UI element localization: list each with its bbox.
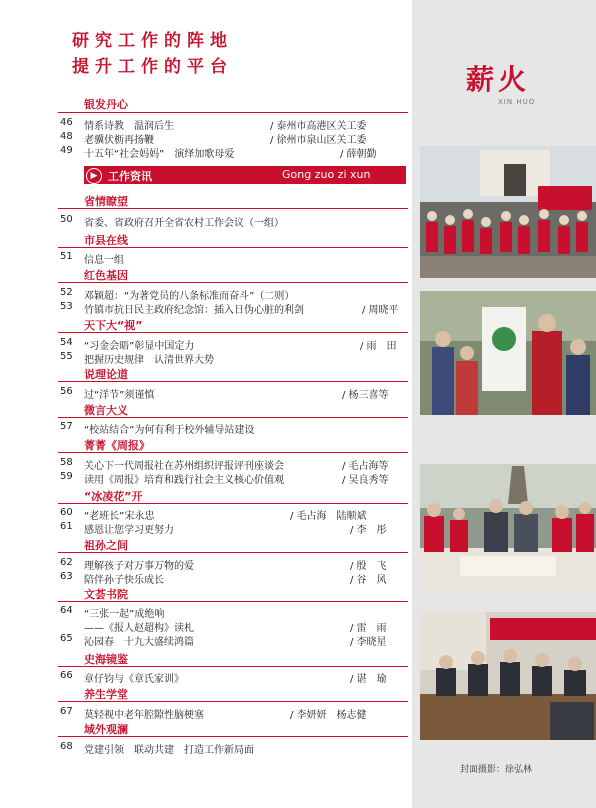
entry-title: “老班长”宋永忠 (84, 511, 155, 522)
toc-entry[interactable] (60, 633, 410, 647)
cover-photo-credit: 封面摄影：徐弘林 (460, 765, 533, 775)
entry-title: 章仔钧与《章氏家训》 (84, 674, 184, 685)
entry-author: / 李 彤 (350, 525, 387, 536)
entry-title: “习金会晤”彰显中国定力 (84, 341, 195, 352)
toc-entry[interactable] (60, 287, 410, 301)
entry-title: 读用《周报》培育和践行社会主义核心价值观 (84, 475, 284, 486)
toc-entry[interactable] (60, 421, 410, 435)
toc-entry[interactable] (60, 741, 410, 755)
page-number: 46 (60, 117, 73, 128)
toc-entry[interactable] (60, 557, 410, 571)
entry-title: 陪伴孙子快乐成长 (84, 575, 164, 586)
section-divider (58, 503, 408, 504)
entry-subtitle: ——《报人赵超构》读札 (84, 623, 194, 634)
entry-author: / 毛占海 陆顺斌 (290, 511, 367, 522)
page-number: 68 (60, 741, 73, 752)
entry-author: / 谷 风 (350, 575, 387, 586)
toc-entry[interactable] (60, 301, 410, 315)
entry-title: 竹镇市抗日民主政府纪念馆：插入日伪心脏的利剑 (84, 305, 304, 316)
entry-title: 感恩让您学习更努力 (84, 525, 174, 536)
page-number: 48 (60, 131, 73, 142)
page-number: 58 (60, 457, 73, 468)
page-number: 59 (60, 471, 73, 482)
page-number: 54 (60, 337, 73, 348)
entry-author: / 殷 飞 (350, 561, 387, 572)
photo-memorial-children (420, 146, 596, 278)
toc-entry[interactable] (60, 605, 410, 619)
page-number: 61 (60, 521, 73, 532)
toc-entry[interactable] (60, 386, 410, 400)
entry-title: 莫轻视中老年腔隙性脑梗塞 (84, 710, 204, 721)
banner-label: 工作资讯 (108, 170, 152, 183)
photo-meeting-room (420, 612, 596, 740)
section-heading: 微言大义 (84, 404, 128, 417)
entry-author: / 泰州市高港区关工委 (270, 121, 367, 132)
entry-title: 邓颖超：“为著党员的八条标准而奋斗”（二则） (84, 291, 295, 302)
section-divider (58, 332, 408, 333)
section-divider (58, 452, 408, 453)
section-heading: 红色基因 (84, 269, 128, 282)
page-number: 51 (60, 251, 73, 262)
slogan-line-1: 研究工作的阵地 (72, 31, 233, 51)
page-number: 52 (60, 287, 73, 298)
toc-entry[interactable] (60, 706, 410, 720)
entry-author: / 杨三喜等 (342, 390, 389, 401)
section-heading: 史海镜鉴 (84, 653, 128, 666)
section-heading: 天下大“视” (84, 319, 143, 332)
chevron-right-icon: ▶ (86, 168, 102, 184)
entry-title: 省委、省政府召开全省农村工作会议（一组） (84, 218, 284, 229)
page-number: 53 (60, 301, 73, 312)
section-heading: 菁菁《周报》 (84, 439, 150, 452)
section-divider (58, 247, 408, 248)
toc-entry[interactable] (60, 117, 410, 131)
entry-title: 情系诗教 温润后生 (84, 121, 174, 132)
toc-entry[interactable] (60, 351, 410, 365)
entry-author: / 毛占海等 (342, 461, 389, 472)
slogan-line-2: 提升工作的平台 (72, 57, 233, 77)
toc-entry[interactable] (60, 131, 410, 145)
page-number: 66 (60, 670, 73, 681)
page-number: 67 (60, 706, 73, 717)
entry-title: 沁园春 十九大盛续鸿篇 (84, 637, 194, 648)
section-divider (58, 282, 408, 283)
section-divider (58, 601, 408, 602)
entry-title: 十五年“社会妈妈” 演绎加歌母爱 (84, 149, 235, 160)
entry-title: “校站结合”为何有利于校外辅导站建设 (84, 425, 255, 436)
entry-author: / 吴良秀等 (342, 475, 389, 486)
section-heading: 市县在线 (84, 234, 128, 247)
photo-elder-with-pupils (420, 291, 596, 415)
section-divider (58, 701, 408, 702)
section-divider (58, 666, 408, 667)
section-divider (58, 208, 408, 209)
entry-title: 关心下一代周报社在苏州组织评报评刊座谈会 (84, 461, 284, 472)
photo-classroom-reading (420, 464, 596, 590)
section-heading: 银发丹心 (84, 98, 128, 111)
section-divider (58, 417, 408, 418)
section-divider (58, 112, 408, 113)
toc-entry[interactable] (60, 457, 410, 471)
page-number: 65 (60, 633, 73, 644)
page-number: 62 (60, 557, 73, 568)
section-divider (58, 552, 408, 553)
section-heading: 域外观澜 (84, 723, 128, 736)
toc-entry[interactable] (60, 507, 410, 521)
entry-title: 信息一组 (84, 255, 124, 266)
toc-entry[interactable] (60, 337, 410, 351)
entry-title: 党建引领 联动共建 打造工作新局面 (84, 745, 254, 756)
toc-entry[interactable] (60, 471, 410, 485)
toc-entry[interactable] (60, 251, 410, 265)
entry-author: / 李晓星 (350, 637, 387, 648)
page-number: 55 (60, 351, 73, 362)
section-heading: 说理论道 (84, 368, 128, 381)
section-heading: 祖孙之间 (84, 539, 128, 552)
section-heading: 省情瞭望 (84, 195, 128, 208)
section-heading: “冰凌花”开 (84, 490, 143, 503)
toc-entry[interactable] (60, 571, 410, 585)
section-divider (58, 736, 408, 737)
page-number: 49 (60, 145, 73, 156)
entry-title: 把握历史规律 认清世界大势 (84, 355, 214, 366)
entry-author: / 薛朝勤 (340, 149, 377, 160)
page-number: 63 (60, 571, 73, 582)
entry-title: 老骥伏枥再扬鞭 (84, 135, 154, 146)
entry-author: / 周晓平 (362, 305, 399, 316)
toc-entry[interactable] (60, 670, 410, 684)
toc-entry[interactable] (60, 214, 410, 228)
magazine-pinyin: XIN HUO (498, 98, 536, 106)
banner-pinyin: Gong zuo zi xun (282, 168, 371, 181)
section-divider (58, 381, 408, 382)
sidebar (412, 0, 596, 808)
page-number: 50 (60, 214, 73, 225)
toc-entry[interactable] (60, 521, 410, 535)
entry-title: “三张一起”成绝响 (84, 609, 165, 620)
page-number: 57 (60, 421, 73, 432)
section-heading: 文荟书院 (84, 588, 128, 601)
entry-title: 理解孩子对万事万物的爱 (84, 561, 194, 572)
section-heading: 养生学堂 (84, 688, 128, 701)
entry-author: / 李妍妍 杨志健 (290, 710, 367, 721)
category-banner (84, 166, 406, 184)
page-number: 64 (60, 605, 73, 616)
entry-author: / 徐州市泉山区关工委 (270, 135, 367, 146)
entry-author: / 雷 雨 (350, 623, 387, 634)
page-number: 56 (60, 386, 73, 397)
entry-author: / 雨 田 (360, 341, 397, 352)
entry-title: 过“洋节”须谨慎 (84, 390, 155, 401)
toc-entry[interactable] (60, 619, 410, 633)
toc-entry[interactable] (60, 145, 410, 159)
entry-author: / 谌 瑜 (350, 674, 387, 685)
magazine-logo: 薪火 (466, 63, 531, 96)
page-number: 60 (60, 507, 73, 518)
